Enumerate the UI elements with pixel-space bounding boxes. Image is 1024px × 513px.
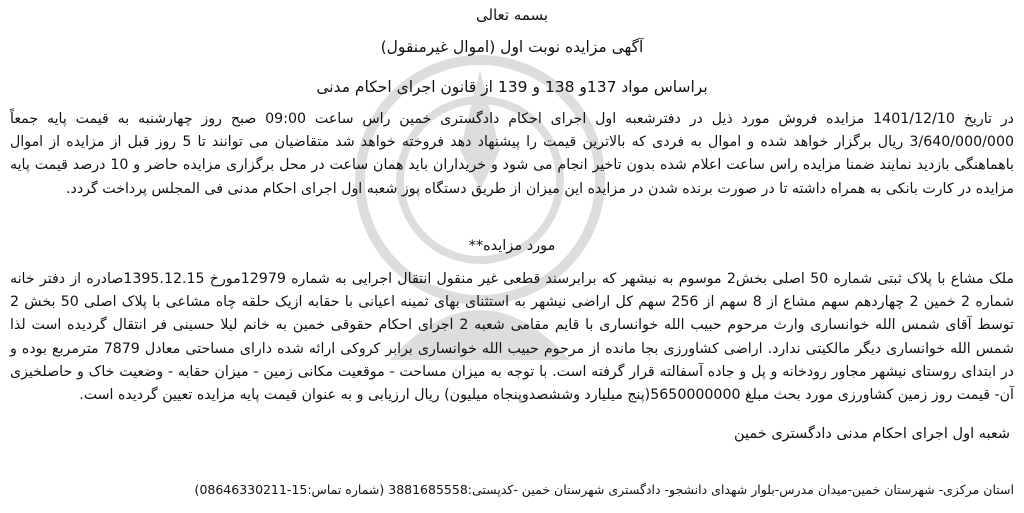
address-line: استان مرکزی- شهرستان خمین-میدان مدرس-بلوار شهدای دانشجو- دادگستری شهرستان خمین -کدپستی:3881685558 (شماره تماس:15-08646330211)	[194, 482, 1014, 497]
item-paragraph: ملک مشاع با پلاک ثبتی شماره 50 اصلی بخش2 موسوم به نیشهر که برابرسند قطعی غیر منقول انتقال اجرایی به شماره 12979مورخ 1395.12.15صادره از دفتر خانه شماره 2 خمین 2 چهاردهم سهم مشاع از 8 سهم از 256 سهم کل اراضی نیشهر به استثنای بهای ثمینه اعیانی با حقابه ازیک حلقه چاه مشاعی با پلاک اصلی 50 بخش 2 توسط آقای شمس الله خوانساری وارث مرحوم حبیب الله خوانساری با قایم مقامی شعبه 2 اجرای احکام حقوقی خمین به خانم لیلا حسینی فر انتقال گردیده است لذا شمس الله خوانساری دیگر مالکیتی ندارد. اراضی کشاورزی بجا مانده از مرحوم حبیب الله خوانساری برابر کروکی ارائه شده دارای مساحتی معادل 7879 مترمربع بوده و در ابتدای روستای نیشهر مجاور رودخانه و پل و جاده آسفالته قرار گرفته است. با توجه به میزان مساحت - موقعیت مکانی زمین - میزان حقابه - وضعیت خاک و حاصلخیزی آن- قیمت روز زمین کشاورزی مورد بحث مبلغ 5650000000(پنج میلیارد وششصدوپنجاه میلیون) ریال ارزیابی و به عنوان قیمت پایه مزایده تعیین گردیده است.	[10, 271, 1015, 404]
basmala: بسمه تعالی	[475, 6, 549, 24]
legal-basis: براساس مواد 137و 138 و 139 از قانون اجرای احکام مدنی	[316, 78, 708, 96]
intro-paragraph: در تاریخ 1401/12/10 مزایده فروش مورد ذیل در دفترشعبه اول اجرای احکام دادگستری خمین راس ساعت 09:00 صبح روز چهارشنبه به قیمت پایه جمعاً 3/640/000/000 ریال برگزار خواهد شده و اموال به فردی که بالاترین قیمت را پیشنهاد دهد فروخته خواهد شد متقاضیان می توانند تا 5 روز قبل از مزایده از اموال باهماهنگی بازدید نمایند ضمنا مزایده راس ساعت اعلام شده بدون تاخیر انجام می شود و خریداران باید همان ساعت در محل برگزاری مزایده حاضر و 10 درصد قیمت پایه مزایده در کارت بانکی به همراه داشته تا در صورت برنده شدن در مزایده این میزان از طریق دستگاه پوز شعبه اول اجرای احکام مدنی فی المجلس پرداخت گردد.	[10, 111, 1014, 197]
signature: شعبه اول اجرای احکام مدنی دادگستری خمین	[733, 426, 1010, 442]
notice-title: آگهی مزایده نوبت اول (اموال غیرمنقول)	[380, 38, 644, 56]
section-title: مورد مزایده**	[468, 238, 556, 254]
